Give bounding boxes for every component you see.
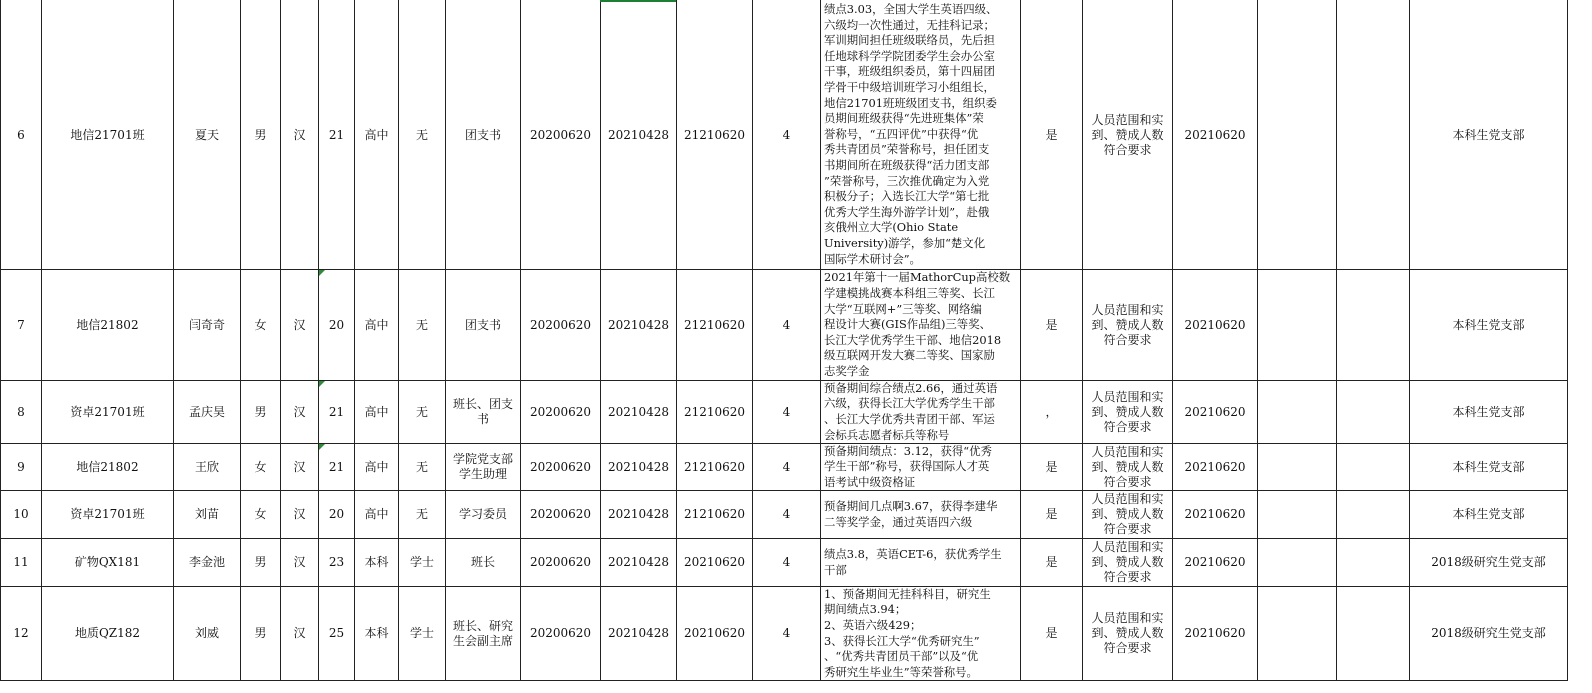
- blank-cell[interactable]: [1337, 270, 1409, 380]
- years-cell[interactable]: 4: [782, 507, 791, 521]
- row-number-cell[interactable]: 6: [17, 127, 25, 142]
- name-cell[interactable]: 刘威: [194, 626, 219, 640]
- degree-cell[interactable]: 无: [415, 404, 428, 419]
- vote-requirement-cell[interactable]: 人员范围和实 到、赞成人数 符合要求: [1091, 444, 1164, 489]
- row-number-cell[interactable]: 12: [13, 626, 29, 640]
- row-number-cell[interactable]: 11: [13, 555, 29, 569]
- position-cell[interactable]: 学习委员: [458, 507, 507, 521]
- age-cell[interactable]: 20: [328, 317, 345, 332]
- row-number-cell[interactable]: 7: [17, 317, 25, 332]
- date-due-cell[interactable]: 20210620: [683, 626, 746, 640]
- education-cell[interactable]: 高中: [364, 317, 389, 332]
- ethnicity-cell[interactable]: 汉: [293, 555, 306, 569]
- vote-requirement-cell[interactable]: 人员范围和实 到、赞成人数 符合要求: [1091, 492, 1164, 536]
- party-branch-cell[interactable]: 2018级研究生党支部: [1431, 626, 1546, 640]
- name-cell[interactable]: 李金池: [188, 555, 225, 569]
- performance-description-text: 预备期间综合绩点2.66，通过英语 六级，获得长江大学优秀学生干部 、长江大学优秀共青团干部、军运 会标兵志愿者标兵等称号: [824, 381, 998, 442]
- vote-requirement-cell[interactable]: 人员范围和实 到、赞成人数 符合要求: [1091, 112, 1164, 157]
- date-applied-cell[interactable]: 20200620: [529, 404, 592, 419]
- date-admitted-cell[interactable]: 20210428: [607, 127, 670, 142]
- degree-cell[interactable]: 无: [415, 507, 428, 521]
- date-due-cell[interactable]: 21210620: [683, 404, 746, 419]
- blank-cell[interactable]: [1337, 1, 1409, 269]
- ethnicity-cell[interactable]: 汉: [293, 404, 306, 419]
- blank-cell[interactable]: [1337, 491, 1409, 538]
- approval-cell[interactable]: 是: [1045, 555, 1058, 569]
- party-branch-cell[interactable]: 2018级研究生党支部: [1431, 555, 1546, 569]
- approval-cell[interactable]: 是: [1045, 317, 1058, 332]
- years-cell[interactable]: 4: [782, 404, 791, 419]
- meeting-date-cell[interactable]: 20210620: [1184, 317, 1246, 332]
- years-cell[interactable]: 4: [782, 459, 791, 474]
- education-cell[interactable]: 高中: [364, 127, 389, 142]
- gender-cell[interactable]: 男: [254, 555, 267, 569]
- degree-cell[interactable]: 无: [415, 127, 428, 142]
- education-cell[interactable]: 高中: [364, 507, 389, 521]
- position-cell[interactable]: 班长、团支 书: [452, 397, 513, 426]
- age-cell[interactable]: 25: [328, 626, 345, 640]
- date-due-cell[interactable]: 21210620: [683, 127, 746, 142]
- class-cell[interactable]: 地质QZ182: [74, 626, 141, 640]
- performance-description-text: 预备期间几点啊3.67，获得李建华 二等奖学金，通过英语四六级: [824, 498, 998, 529]
- gender-cell[interactable]: 男: [254, 626, 267, 640]
- date-admitted-cell[interactable]: 20210428: [607, 459, 670, 474]
- date-admitted-cell[interactable]: 20210428: [607, 555, 670, 569]
- gender-cell[interactable]: 女: [254, 459, 267, 474]
- date-applied-cell[interactable]: 20200620: [529, 127, 592, 142]
- approval-cell[interactable]: 是: [1045, 626, 1058, 640]
- performance-description-cell[interactable]: [821, 491, 1020, 538]
- age-cell[interactable]: 21: [328, 127, 345, 142]
- row-number-cell[interactable]: 8: [17, 404, 25, 419]
- education-cell[interactable]: 本科: [364, 626, 389, 640]
- blank-cell[interactable]: [1258, 381, 1336, 443]
- performance-description-text: 绩点3.03，全国大学生英语四级、 六级均一次性通过，无挂科记录； 军训期间担任班级联络员，先后担 任地球科学学院团委学生会办公室 干事，班级组织委员，第十四届团 学骨干中级培训班学习小组组长， 地信21701班班级团支书，组织委 员期间班级获得“先进班集体”荣 誉称号，“五四评优”中获得“优 秀共青团员”荣誉称号，担任团支 书期间所在班级获得“活力团支部 ”荣誉称号，三次推优确定为入党 积极分子；入选长江大学“第七批 优秀大学生海外游学计划”，赴俄 亥俄州立大学(Ohio State University)游学，参加“楚文化 国际学术研讨会”。: [824, 2, 998, 266]
- degree-cell[interactable]: 无: [415, 317, 428, 332]
- date-due-cell[interactable]: 21210620: [683, 459, 746, 474]
- vote-requirement-cell[interactable]: 人员范围和实 到、赞成人数 符合要求: [1091, 540, 1164, 584]
- ethnicity-cell[interactable]: 汉: [293, 459, 306, 474]
- gender-cell[interactable]: 男: [254, 404, 267, 419]
- blank-cell[interactable]: [1337, 587, 1409, 680]
- name-cell[interactable]: 孟庆昊: [188, 404, 225, 419]
- name-cell[interactable]: 王欣: [194, 459, 219, 474]
- party-branch-cell[interactable]: 本科生党支部: [1452, 404, 1525, 419]
- position-cell[interactable]: 班长、研究 生会副主席: [452, 618, 513, 648]
- blank-cell[interactable]: [1258, 270, 1336, 380]
- date-admitted-cell[interactable]: 20210428: [607, 626, 670, 640]
- date-admitted-cell[interactable]: 20210428: [607, 507, 670, 521]
- education-cell[interactable]: 高中: [364, 404, 389, 419]
- performance-description-cell[interactable]: [821, 1, 1020, 269]
- class-cell[interactable]: 地信21802: [76, 459, 139, 474]
- class-cell[interactable]: 资卓21701班: [70, 404, 145, 419]
- party-branch-cell[interactable]: 本科生党支部: [1452, 459, 1525, 474]
- performance-description-cell[interactable]: [821, 587, 1020, 680]
- name-cell[interactable]: 夏天: [194, 127, 219, 142]
- gender-cell[interactable]: 女: [254, 507, 267, 521]
- performance-description-cell[interactable]: [821, 444, 1020, 490]
- date-due-cell[interactable]: 21210620: [683, 507, 746, 521]
- approval-cell[interactable]: 是: [1045, 459, 1058, 474]
- date-applied-cell[interactable]: 20200620: [529, 459, 592, 474]
- performance-description-cell[interactable]: [821, 381, 1020, 443]
- ethnicity-cell[interactable]: 汉: [293, 507, 306, 521]
- date-applied-cell[interactable]: 20200620: [529, 626, 592, 640]
- position-cell[interactable]: 班长: [470, 555, 495, 569]
- ethnicity-cell[interactable]: 汉: [293, 626, 306, 640]
- years-cell[interactable]: 4: [782, 127, 791, 142]
- blank-cell[interactable]: [1258, 539, 1336, 586]
- class-cell[interactable]: 资卓21701班: [70, 507, 145, 521]
- age-cell[interactable]: 20: [328, 507, 345, 521]
- name-cell[interactable]: 闫奇奇: [188, 317, 225, 332]
- date-applied-cell[interactable]: 20200620: [529, 317, 592, 332]
- party-branch-cell[interactable]: 本科生党支部: [1452, 127, 1525, 142]
- party-branch-cell[interactable]: 本科生党支部: [1452, 507, 1525, 521]
- blank-cell[interactable]: [1337, 381, 1409, 443]
- years-cell[interactable]: 4: [782, 317, 791, 332]
- position-cell[interactable]: 学院党支部 学生助理: [452, 452, 513, 481]
- meeting-date-cell[interactable]: 20210620: [1184, 555, 1246, 569]
- date-admitted-cell[interactable]: 20210428: [607, 404, 670, 419]
- date-applied-cell[interactable]: 20200620: [529, 507, 592, 521]
- position-cell[interactable]: 团支书: [464, 127, 501, 142]
- degree-cell[interactable]: 学士: [409, 555, 434, 569]
- degree-cell[interactable]: 无: [415, 459, 428, 474]
- degree-cell[interactable]: 学士: [409, 626, 434, 640]
- blank-cell[interactable]: [1258, 444, 1336, 490]
- meeting-date-cell[interactable]: 20210620: [1184, 404, 1246, 419]
- blank-cell[interactable]: [1258, 491, 1336, 538]
- ethnicity-cell[interactable]: 汉: [293, 127, 306, 142]
- class-cell[interactable]: 地信21802: [76, 317, 139, 332]
- approval-cell[interactable]: 是: [1045, 507, 1058, 521]
- blank-cell[interactable]: [1337, 444, 1409, 490]
- vote-requirement-cell[interactable]: 人员范围和实 到、赞成人数 符合要求: [1091, 389, 1164, 434]
- ethnicity-cell[interactable]: 汉: [293, 317, 306, 332]
- performance-description-text: 2021年第十一届MathorCup高校数 学建模挑战赛本科组三等奖、长江 大学“互联网+”三等奖、网络编 程设计大赛(GIS作品组)三等奖、 长江大学优秀学生干部、地信2018 级互联网开发大赛二等奖、国家励 志奖学金: [824, 270, 1011, 378]
- education-cell[interactable]: 本科: [364, 555, 389, 569]
- meeting-date-cell[interactable]: 20210620: [1184, 626, 1246, 640]
- performance-description-cell[interactable]: [821, 539, 1020, 586]
- meeting-date-cell[interactable]: 20210620: [1184, 459, 1246, 474]
- years-cell[interactable]: 4: [782, 626, 791, 640]
- age-cell[interactable]: 21: [328, 459, 345, 474]
- age-cell[interactable]: 23: [328, 555, 345, 569]
- gender-cell[interactable]: 男: [254, 127, 267, 142]
- blank-cell[interactable]: [1258, 1, 1336, 269]
- performance-description-text: 绩点3.8，英语CET-6，获优秀学生 干部: [824, 546, 1002, 577]
- years-cell[interactable]: 4: [782, 555, 791, 569]
- vote-requirement-cell[interactable]: 人员范围和实 到、赞成人数 符合要求: [1091, 302, 1164, 347]
- date-admitted-cell[interactable]: 20210428: [607, 317, 670, 332]
- name-cell[interactable]: 刘苗: [194, 507, 219, 521]
- blank-cell[interactable]: [1337, 539, 1409, 586]
- date-due-cell[interactable]: 20210620: [683, 555, 746, 569]
- blank-cell[interactable]: [1258, 587, 1336, 680]
- date-due-cell[interactable]: 21210620: [683, 317, 746, 332]
- approval-cell[interactable]: ，: [1045, 404, 1058, 419]
- vote-requirement-cell[interactable]: 人员范围和实 到、赞成人数 符合要求: [1091, 611, 1164, 655]
- row-number-cell[interactable]: 10: [13, 507, 29, 521]
- row-number-cell[interactable]: 9: [17, 459, 25, 474]
- meeting-date-cell[interactable]: 20210620: [1184, 127, 1246, 142]
- position-cell[interactable]: 团支书: [464, 317, 501, 332]
- class-cell[interactable]: 地信21701班: [70, 127, 145, 142]
- performance-description-cell[interactable]: [821, 270, 1020, 380]
- meeting-date-cell[interactable]: 20210620: [1184, 507, 1246, 521]
- age-cell[interactable]: 21: [328, 404, 345, 419]
- performance-description-text: 预备期间绩点：3.12，获得“优秀 学生干部”称号，获得国际人才英 语考试中级资格证: [824, 444, 992, 489]
- performance-description-text: 1、预备期间无挂科科目，研究生 期间绩点3.94； 2、英语六级429； 3、获得长江大学“优秀研究生” 、“优秀共青团员干部”以及“优 秀研究生毕业生”等荣誉称号。: [824, 587, 991, 679]
- class-cell[interactable]: 矿物QX181: [74, 555, 141, 569]
- education-cell[interactable]: 高中: [364, 459, 389, 474]
- party-branch-cell[interactable]: 本科生党支部: [1452, 317, 1525, 332]
- approval-cell[interactable]: 是: [1045, 127, 1058, 142]
- date-applied-cell[interactable]: 20200620: [529, 555, 592, 569]
- gender-cell[interactable]: 女: [254, 317, 267, 332]
